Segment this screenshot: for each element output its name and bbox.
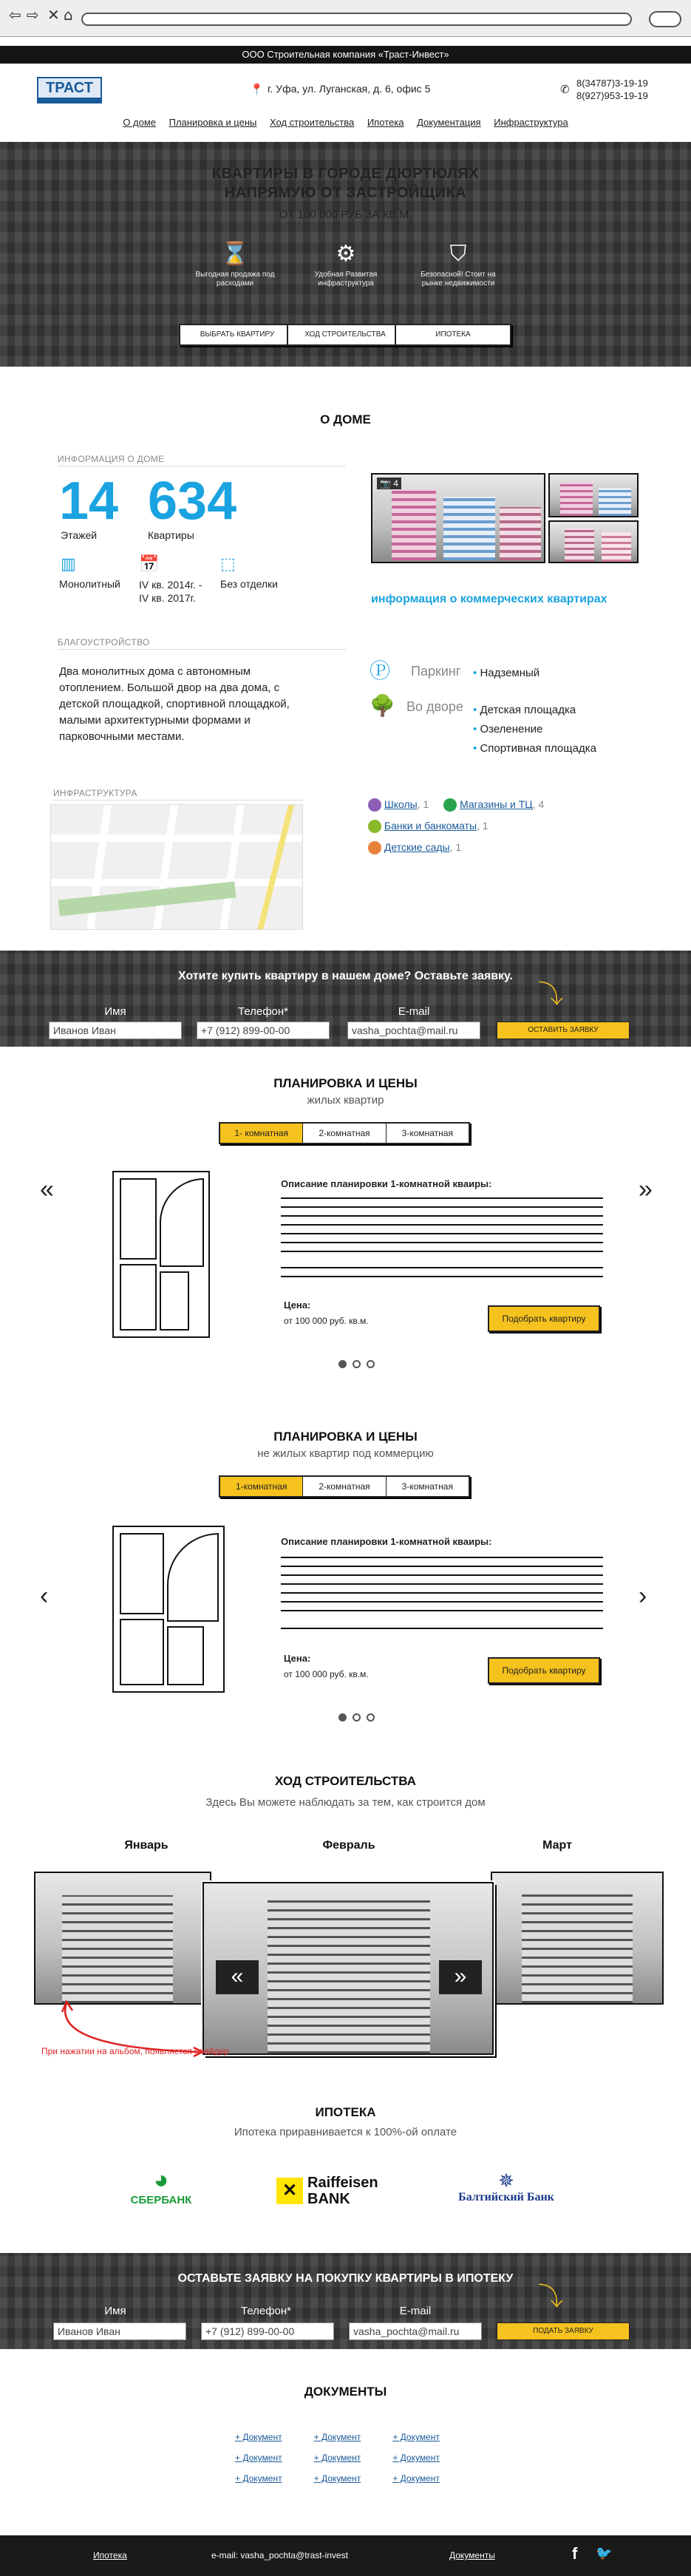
divider <box>58 649 346 650</box>
parking-list: • Надземный <box>473 667 540 679</box>
nav-plans[interactable]: Планировка и цены <box>169 117 257 128</box>
mortgage-button[interactable]: ИПОТЕКА <box>395 324 511 346</box>
sberbank-logo[interactable]: ◕ СБЕРБАНК <box>124 2166 198 2206</box>
floor-plan-image[interactable] <box>112 1171 210 1338</box>
footer-mortgage-link[interactable]: Ипотека <box>93 2550 127 2560</box>
nav-about[interactable]: О доме <box>123 117 157 128</box>
curved-arrow-icon: ⤵ <box>538 2283 563 2311</box>
phone-label: Телефон* <box>240 2305 292 2317</box>
album-january[interactable] <box>34 1872 211 2005</box>
room-tabs <box>219 1122 470 1144</box>
submit-request-button[interactable]: ОСТАВИТЬ ЗАЯВКУ <box>497 1022 630 1039</box>
yard-item: • Спортивная площадка <box>473 742 596 755</box>
tab-2-room[interactable]: 2-комнатная <box>303 1477 386 1496</box>
email-label: E-mail <box>398 1005 430 1018</box>
commercial-info-link[interactable]: информация о коммерческих квартирах <box>371 593 607 605</box>
footer-email: e-mail: vasha_pochta@trast-invest <box>211 2550 348 2560</box>
documents-grid <box>235 2432 472 2484</box>
floors-number: 14 <box>59 472 119 531</box>
infra-item-schools: Школы, 1 Магазины и ТЦ, 4 <box>368 794 544 815</box>
commercial-room-tabs <box>219 1475 470 1498</box>
facebook-icon[interactable]: f <box>572 2544 578 2563</box>
logo-text: ТРАСТ <box>46 80 93 96</box>
plan-description-text <box>281 1623 603 1634</box>
document-link[interactable]: + Документ <box>392 2453 440 2463</box>
submit-mortgage-button[interactable]: ПОДАТЬ ЗАЯВКУ <box>497 2322 630 2340</box>
calendar-icon: 📅 <box>139 554 160 573</box>
monolith-icon: ▥ <box>61 554 76 573</box>
camera-icon: 📷 <box>380 478 391 489</box>
slider-annotation: При нажатии на альбом, появляется слайдер <box>41 2046 229 2056</box>
tab-1-room[interactable]: 1- комнатная <box>220 1124 303 1143</box>
shield-icon: ⛉ <box>449 242 467 266</box>
pick-flat-button[interactable]: Подобрать квартиру <box>488 1305 600 1332</box>
hero-title: КВАРТИРЫ В ГОРОДЕ ДЮРТЮЛЯХ НАПРЯМУЮ ОТ ЗАСТРОЙЩИКА <box>211 166 480 201</box>
address: г. Уфа, ул. Луганская, д. 6, офис 5 <box>268 83 431 95</box>
next-arrow-icon[interactable]: › <box>639 1582 647 1610</box>
phone-1[interactable]: 8(34787)3-19-19 <box>576 78 648 89</box>
nav-infrastructure[interactable]: Инфраструктура <box>494 117 568 128</box>
plans-subtitle: жилых квартир <box>307 1094 384 1107</box>
carousel-dots <box>336 1712 378 1725</box>
mortgage-form-title: ОСТАВЬТЕ ЗАЯВКУ НА ПОКУПКУ КВАРТИРЫ В ИПОТЕКУ <box>177 2272 514 2285</box>
phone-2[interactable]: 8(927)953-19-19 <box>576 90 648 101</box>
document-link[interactable]: + Документ <box>313 2432 361 2442</box>
request-form-title: Хотите купить квартиру в нашем доме? Оставьте заявку. <box>178 970 513 982</box>
location-pin-icon: 📍 <box>250 84 264 96</box>
close-icon[interactable]: ✕ <box>47 6 60 24</box>
yard-list <box>473 701 596 758</box>
house-photo-2[interactable] <box>548 473 639 517</box>
document-link[interactable]: + Документ <box>392 2473 440 2484</box>
raiffeisen-icon: ✕ <box>276 2178 303 2204</box>
email-input[interactable]: vasha_pochta@mail.ru <box>347 1022 480 1039</box>
hero-feature-1: ⌛ Выгодная продажа под расходами <box>191 238 279 288</box>
finish-type: Без отделки <box>220 578 279 590</box>
email-label: E-mail <box>399 2305 432 2317</box>
flats-number: 634 <box>148 472 237 531</box>
month-march: Март <box>542 1839 572 1852</box>
document-link[interactable]: + Документ <box>313 2453 361 2463</box>
build-dates: IV кв. 2014г. - IV кв. 2017г. <box>139 579 202 604</box>
infrastructure-map[interactable] <box>50 804 303 930</box>
tab-3-room[interactable]: 3-комнатная <box>401 1481 453 1492</box>
price-label: Цена: <box>284 1299 311 1311</box>
document-link[interactable]: + Документ <box>235 2432 282 2442</box>
prev-arrow-icon[interactable]: ‹ <box>40 1582 49 1610</box>
yard-item: • Детская площадка <box>473 704 576 716</box>
nav-mortgage[interactable]: Ипотека <box>367 117 404 128</box>
yard-label: Во дворе <box>406 699 463 714</box>
parking-icon: Ⓟ <box>370 659 391 682</box>
nav-construction[interactable]: Ход строительства <box>270 117 355 128</box>
amenities-label: БЛАГОУСТРОЙСТВО <box>58 637 150 648</box>
tab-2-room[interactable]: 2-комнатная <box>303 1124 386 1143</box>
plan-description-title: Описание планировки 1-комнатной кваиры: <box>281 1536 492 1547</box>
nav-documents[interactable]: Документация <box>417 117 481 128</box>
mortgage-subtitle: Ипотека приравнивается к 100%-ой оплате <box>234 2126 457 2138</box>
home-icon[interactable]: ⌂ <box>64 6 73 24</box>
kindergarten-icon <box>368 841 381 854</box>
sberbank-icon: ◕ <box>153 2166 169 2194</box>
logo[interactable] <box>37 77 102 103</box>
shop-icon <box>443 798 457 812</box>
price-label: Цена: <box>284 1653 311 1664</box>
mortgage-title: ИПОТЕКА <box>315 2105 376 2119</box>
hourglass-icon: ⌛ <box>221 242 249 266</box>
phones <box>576 77 648 102</box>
footer-documents-link[interactable]: Документы <box>449 2550 495 2560</box>
price-value: от 100 000 руб. кв.м. <box>284 1669 369 1679</box>
phone-input[interactable]: +7 (912) 899-00-00 <box>197 1022 330 1039</box>
construction-button[interactable]: ХОД СТРОИТЕЛЬСТВА <box>287 324 404 346</box>
raiffeisen-logo[interactable]: ✕ Raiffeisen BANK <box>276 2175 404 2207</box>
twitter-icon[interactable]: 🐦 <box>596 2546 613 2560</box>
document-link[interactable]: + Документ <box>313 2473 361 2484</box>
baltic-bank-logo[interactable]: ✵ Балтийский Банк <box>443 2170 569 2204</box>
slider-prev-button[interactable]: « <box>216 1960 259 1994</box>
about-title: О ДОМЕ <box>320 412 371 426</box>
prev-arrow-icon[interactable]: « <box>40 1175 54 1203</box>
hero-feature-2: ⚙ Удобная Развитая инфраструктура <box>302 238 390 288</box>
next-arrow-icon[interactable]: » <box>639 1175 653 1203</box>
browser-menu-button[interactable] <box>649 11 681 27</box>
flats-label: Квартиры <box>148 529 194 541</box>
album-march[interactable] <box>491 1872 664 2005</box>
document-link[interactable]: + Документ <box>235 2473 282 2484</box>
name-label: Имя <box>104 1005 126 1018</box>
company-bar: ООО Строительная компания «Траст-Инвест» <box>0 46 691 64</box>
album-february-slider[interactable] <box>202 1882 494 2055</box>
hero-feature-3: ⛉ Безопасной! Стоит на рынке недвижимости <box>414 238 503 288</box>
floors-label: Этажей <box>61 529 98 541</box>
curved-arrow-icon: ⤵ <box>538 981 563 1009</box>
house-photo-main[interactable] <box>371 473 545 563</box>
phone-label: Телефон* <box>237 1005 289 1018</box>
choose-flat-button[interactable]: ВЫБРАТЬ КВАРТИРУ <box>179 324 296 346</box>
phone-input[interactable]: +7 (912) 899-00-00 <box>201 2322 334 2340</box>
info-label: ИНФОРМАЦИЯ О ДОМЕ <box>58 454 165 464</box>
amenities-text: Два монолитных дома с автономным отоплением. Большой двор на два дома, с детской площадкой, спортивной площадкой, малыми архитектурными формами и парковочными местами. <box>59 665 290 743</box>
plan-description-title: Описание планировки 1-комнатной кваиры: <box>281 1178 492 1189</box>
tab-3-room[interactable]: 3-комнатная <box>401 1128 453 1138</box>
main-nav <box>0 117 691 128</box>
gears-icon: ⚙ <box>336 242 356 266</box>
forward-icon[interactable]: ⇨ <box>27 6 39 24</box>
slider-next-button[interactable]: » <box>439 1960 482 1994</box>
school-icon <box>368 798 381 812</box>
photo-count-badge: 📷 4 <box>377 478 401 489</box>
baltic-bank-icon: ✵ <box>498 2169 514 2192</box>
plan-description-text <box>281 1552 603 1616</box>
browser-chrome <box>0 0 691 37</box>
build-type: Монолитный <box>59 578 120 590</box>
month-february: Февраль <box>322 1839 375 1852</box>
construction-title: ХОД СТРОИТЕЛЬСТВА <box>275 1774 416 1788</box>
plans-title: ПЛАНИРОВКА И ЦЕНЫ <box>273 1076 418 1090</box>
plan-description-text <box>281 1196 603 1257</box>
carousel-dots <box>336 1359 378 1372</box>
pick-flat-button[interactable]: Подобрать квартиру <box>488 1657 600 1684</box>
name-input[interactable]: Иванов Иван <box>53 2322 186 2340</box>
tab-1-room[interactable]: 1-комнатная <box>220 1477 303 1496</box>
infra-item-banks: Банки и банкоматы, 1 <box>368 815 544 837</box>
infrastructure-list <box>368 794 544 858</box>
back-icon[interactable]: ⇦ <box>9 6 21 24</box>
parking-label: Паркинг <box>411 664 461 679</box>
construction-subtitle: Здесь Вы можете наблюдать за тем, как строится дом <box>205 1796 486 1809</box>
price-value: от 100 000 руб. кв.м. <box>284 1316 369 1326</box>
phone-icon: ✆ <box>560 84 570 96</box>
house-photo-3[interactable] <box>548 520 639 563</box>
plan-description-text <box>281 1264 603 1282</box>
plans-commercial-title: ПЛАНИРОВКА И ЦЕНЫ <box>273 1430 418 1444</box>
document-link[interactable]: + Документ <box>392 2432 440 2442</box>
documents-title: ДОКУМЕНТЫ <box>304 2385 387 2399</box>
infra-item-kindergartens: Детские сады, 1 <box>368 837 544 858</box>
tree-icon: 🌳 <box>370 694 395 717</box>
name-input[interactable]: Иванов Иван <box>49 1022 182 1039</box>
bank-icon <box>368 820 381 833</box>
infrastructure-label: ИНФРАСТРУКТУРА <box>53 788 137 798</box>
yard-item: • Озеленение <box>473 723 543 735</box>
hero-price: ОТ 100 000 РУБ ЗА КВ.М. <box>279 208 412 221</box>
email-input[interactable]: vasha_pochta@mail.ru <box>349 2322 482 2340</box>
plans-commercial-subtitle: не жилых квартир под коммерцию <box>257 1447 434 1460</box>
month-january: Январь <box>124 1839 169 1852</box>
url-bar[interactable] <box>81 13 632 26</box>
divider <box>53 800 304 801</box>
name-label: Имя <box>104 2305 126 2317</box>
footer <box>0 2535 691 2576</box>
finish-icon: ⬚ <box>220 554 236 573</box>
floor-plan-image[interactable] <box>112 1526 225 1693</box>
document-link[interactable]: + Документ <box>235 2453 282 2463</box>
